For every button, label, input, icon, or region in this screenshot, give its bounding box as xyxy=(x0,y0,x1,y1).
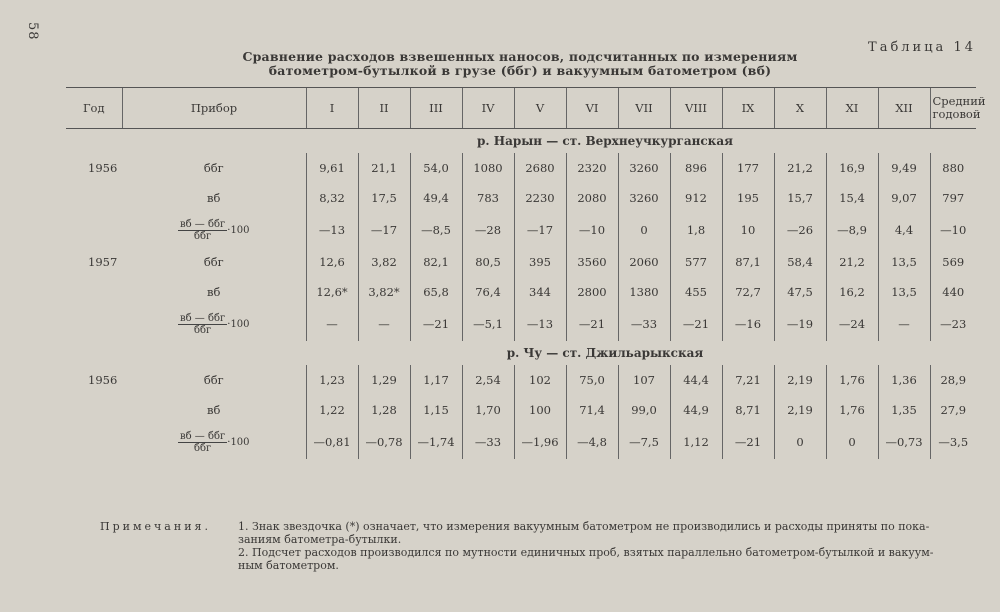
header-month: IX xyxy=(722,88,774,129)
notes xyxy=(100,520,980,572)
month-value-cell: —5,1 xyxy=(462,307,514,341)
month-value-cell: 1,29 xyxy=(358,365,410,395)
table-body xyxy=(66,129,976,460)
table-title xyxy=(240,50,800,78)
month-value-cell: —17 xyxy=(358,213,410,247)
month-value-cell: 17,5 xyxy=(358,183,410,213)
month-value-cell: — xyxy=(306,307,358,341)
fraction-denominator: ббг xyxy=(193,324,212,336)
ratio-formula xyxy=(122,307,306,341)
month-value-cell: 2,54 xyxy=(462,365,514,395)
table-row xyxy=(66,247,976,277)
table-row xyxy=(66,425,976,459)
header-month: XI xyxy=(826,88,878,129)
year-cell xyxy=(66,395,122,425)
month-value-cell: 75,0 xyxy=(566,365,618,395)
table-row xyxy=(66,307,976,341)
header-row xyxy=(66,88,976,129)
title-line-1: Сравнение расходов взвешенных наносов, подсчитанных по измерениям xyxy=(242,49,798,64)
month-value-cell: 72,7 xyxy=(722,277,774,307)
header-month: XII xyxy=(878,88,930,129)
month-value-cell: 896 xyxy=(670,153,722,183)
month-value-cell: —8,5 xyxy=(410,213,462,247)
year-cell: 1956 xyxy=(88,161,118,175)
month-value-cell: —10 xyxy=(566,213,618,247)
fraction-denominator: ббг xyxy=(193,230,212,242)
month-value-cell: 195 xyxy=(722,183,774,213)
month-value-cell: 102 xyxy=(514,365,566,395)
table-label: Таблица 14 xyxy=(868,40,976,55)
section-title: р. Нарын — ст. Верхнеучкурганская xyxy=(477,134,733,148)
section-title: р. Чу — ст. Джильарыкская xyxy=(506,346,704,360)
month-value-cell: 8,71 xyxy=(722,395,774,425)
year-cell xyxy=(66,307,122,341)
ratio-formula xyxy=(122,213,306,247)
note-1-cont: заниям батометра-бутылки. xyxy=(238,533,402,546)
month-value-cell: 16,9 xyxy=(826,153,878,183)
month-value-cell: 1,70 xyxy=(462,395,514,425)
month-value-cell: —24 xyxy=(826,307,878,341)
month-value-cell: 54,0 xyxy=(410,153,462,183)
month-value-cell: 82,1 xyxy=(410,247,462,277)
year-cell xyxy=(66,425,122,459)
header-month: II xyxy=(358,88,410,129)
month-value-cell: 9,49 xyxy=(878,153,930,183)
month-value-cell: 1,76 xyxy=(826,395,878,425)
header-month: X xyxy=(774,88,826,129)
month-value-cell: 0 xyxy=(774,425,826,459)
month-value-cell: 0 xyxy=(826,425,878,459)
sediment-table xyxy=(66,87,986,459)
fraction xyxy=(178,313,227,336)
multiplier: ·100 xyxy=(227,436,250,448)
month-value-cell: 1,12 xyxy=(670,425,722,459)
month-value-cell: —16 xyxy=(722,307,774,341)
month-value-cell: 4,4 xyxy=(878,213,930,247)
annual-value-cell: 28,9 xyxy=(930,365,976,395)
fraction-numerator: вб — ббг xyxy=(179,312,226,324)
month-value-cell: 15,7 xyxy=(774,183,826,213)
month-value-cell: 2,19 xyxy=(774,365,826,395)
ratio-formula xyxy=(122,425,306,459)
month-value-cell: 7,21 xyxy=(722,365,774,395)
month-value-cell: 1,35 xyxy=(878,395,930,425)
month-value-cell: 2680 xyxy=(514,153,566,183)
note-2: 2. Подсчет расходов производился по мутности единичных проб, взятых параллельно батометром-бутылкой и вакуум- xyxy=(238,546,934,559)
month-value-cell: 1080 xyxy=(462,153,514,183)
title-line-2: батометром-бутылкой в грузе (ббг) и вакуумным батометром (вб) xyxy=(268,63,772,78)
header-month: VI xyxy=(566,88,618,129)
year-cell: 1957 xyxy=(88,255,118,269)
annual-value-cell: 880 xyxy=(930,153,976,183)
month-value-cell: —21 xyxy=(670,307,722,341)
note-1: 1. Знак звездочка (*) означает, что измерения вакуумным батометром не производились и расходы приняты по пока- xyxy=(238,520,930,533)
month-value-cell: 2,19 xyxy=(774,395,826,425)
month-value-cell: 3,82 xyxy=(358,247,410,277)
month-value-cell: 12,6* xyxy=(306,277,358,307)
month-value-cell: — xyxy=(878,307,930,341)
table-row xyxy=(66,395,976,425)
fraction xyxy=(178,431,227,454)
month-value-cell: 1,17 xyxy=(410,365,462,395)
month-value-cell: 12,6 xyxy=(306,247,358,277)
month-value-cell: —0,78 xyxy=(358,425,410,459)
year-cell xyxy=(66,183,122,213)
month-value-cell: 87,1 xyxy=(722,247,774,277)
month-value-cell: 783 xyxy=(462,183,514,213)
header-year: Год xyxy=(66,88,122,129)
month-value-cell: 80,5 xyxy=(462,247,514,277)
fraction-numerator: вб — ббг xyxy=(179,218,226,230)
year-cell xyxy=(66,213,122,247)
month-value-cell: 9,07 xyxy=(878,183,930,213)
month-value-cell: —0,81 xyxy=(306,425,358,459)
header-month: VIII xyxy=(670,88,722,129)
month-value-cell: 2080 xyxy=(566,183,618,213)
table-row xyxy=(66,213,976,247)
month-value-cell: 1,15 xyxy=(410,395,462,425)
annual-value-cell: —23 xyxy=(930,307,976,341)
month-value-cell: 1,36 xyxy=(878,365,930,395)
month-value-cell: 1,8 xyxy=(670,213,722,247)
section-header xyxy=(66,129,976,154)
month-value-cell: 15,4 xyxy=(826,183,878,213)
month-value-cell: —7,5 xyxy=(618,425,670,459)
annual-value-cell: 27,9 xyxy=(930,395,976,425)
month-value-cell: 13,5 xyxy=(878,277,930,307)
multiplier: ·100 xyxy=(227,224,250,236)
month-value-cell: 1,23 xyxy=(306,365,358,395)
table-row xyxy=(66,365,976,395)
month-value-cell: 395 xyxy=(514,247,566,277)
month-value-cell: 2230 xyxy=(514,183,566,213)
month-value-cell: —1,74 xyxy=(410,425,462,459)
month-value-cell: 100 xyxy=(514,395,566,425)
instrument-cell: ббг xyxy=(203,161,224,175)
year-cell xyxy=(66,277,122,307)
month-value-cell: 99,0 xyxy=(618,395,670,425)
page-number: 58 xyxy=(25,22,40,41)
month-value-cell: 2800 xyxy=(566,277,618,307)
month-value-cell: 3260 xyxy=(618,183,670,213)
month-value-cell: 21,2 xyxy=(826,247,878,277)
month-value-cell: 0 xyxy=(618,213,670,247)
month-value-cell: —19 xyxy=(774,307,826,341)
month-value-cell: 9,61 xyxy=(306,153,358,183)
table-row xyxy=(66,153,976,183)
instrument-cell: вб xyxy=(207,403,221,417)
month-value-cell: —21 xyxy=(722,425,774,459)
fraction xyxy=(178,219,227,242)
month-value-cell: 8,32 xyxy=(306,183,358,213)
note-2-cont: ным батометром. xyxy=(238,559,339,572)
annual-value-cell: 440 xyxy=(930,277,976,307)
month-value-cell: —17 xyxy=(514,213,566,247)
annual-value-cell: 797 xyxy=(930,183,976,213)
month-value-cell: 44,4 xyxy=(670,365,722,395)
annual-value-cell: —10 xyxy=(930,213,976,247)
notes-heading: Примечания. xyxy=(100,520,211,533)
month-value-cell: —33 xyxy=(618,307,670,341)
table-row xyxy=(66,183,976,213)
fraction-numerator: вб — ббг xyxy=(179,430,226,442)
section-header xyxy=(66,341,976,365)
month-value-cell: —28 xyxy=(462,213,514,247)
month-value-cell: 49,4 xyxy=(410,183,462,213)
month-value-cell: 455 xyxy=(670,277,722,307)
month-value-cell: 3260 xyxy=(618,153,670,183)
month-value-cell: —8,9 xyxy=(826,213,878,247)
month-value-cell: —21 xyxy=(566,307,618,341)
month-value-cell: 76,4 xyxy=(462,277,514,307)
instrument-cell: вб xyxy=(207,191,221,205)
instrument-cell: ббг xyxy=(203,373,224,387)
month-value-cell: 177 xyxy=(722,153,774,183)
header-month: V xyxy=(514,88,566,129)
month-value-cell: 344 xyxy=(514,277,566,307)
month-value-cell: 71,4 xyxy=(566,395,618,425)
month-value-cell: 1,28 xyxy=(358,395,410,425)
multiplier: ·100 xyxy=(227,318,250,330)
header-annual: Средний годовой xyxy=(930,88,976,129)
fraction-denominator: ббг xyxy=(193,442,212,454)
month-value-cell: 65,8 xyxy=(410,277,462,307)
month-value-cell: 107 xyxy=(618,365,670,395)
month-value-cell: 44,9 xyxy=(670,395,722,425)
month-value-cell: —13 xyxy=(306,213,358,247)
month-value-cell: 13,5 xyxy=(878,247,930,277)
instrument-cell: вб xyxy=(207,285,221,299)
month-value-cell: 21,2 xyxy=(774,153,826,183)
month-value-cell: —33 xyxy=(462,425,514,459)
header-month: I xyxy=(306,88,358,129)
month-value-cell: 3,82* xyxy=(358,277,410,307)
annual-value-cell: 569 xyxy=(930,247,976,277)
month-value-cell: —0,73 xyxy=(878,425,930,459)
month-value-cell: —13 xyxy=(514,307,566,341)
table-row xyxy=(66,277,976,307)
month-value-cell: —4,8 xyxy=(566,425,618,459)
month-value-cell: 47,5 xyxy=(774,277,826,307)
month-value-cell: —1,96 xyxy=(514,425,566,459)
month-value-cell: 577 xyxy=(670,247,722,277)
month-value-cell: 1,22 xyxy=(306,395,358,425)
month-value-cell: 58,4 xyxy=(774,247,826,277)
header-month: IV xyxy=(462,88,514,129)
header-instrument: Прибор xyxy=(122,88,306,129)
month-value-cell: 912 xyxy=(670,183,722,213)
month-value-cell: 1380 xyxy=(618,277,670,307)
month-value-cell: — xyxy=(358,307,410,341)
month-value-cell: 21,1 xyxy=(358,153,410,183)
month-value-cell: 10 xyxy=(722,213,774,247)
month-value-cell: 1,76 xyxy=(826,365,878,395)
header-month: VII xyxy=(618,88,670,129)
month-value-cell: 2060 xyxy=(618,247,670,277)
instrument-cell: ббг xyxy=(203,255,224,269)
header-month: III xyxy=(410,88,462,129)
month-value-cell: 2320 xyxy=(566,153,618,183)
month-value-cell: —21 xyxy=(410,307,462,341)
month-value-cell: 16,2 xyxy=(826,277,878,307)
month-value-cell: 3560 xyxy=(566,247,618,277)
year-cell: 1956 xyxy=(88,373,118,387)
month-value-cell: —26 xyxy=(774,213,826,247)
annual-value-cell: —3,5 xyxy=(930,425,976,459)
